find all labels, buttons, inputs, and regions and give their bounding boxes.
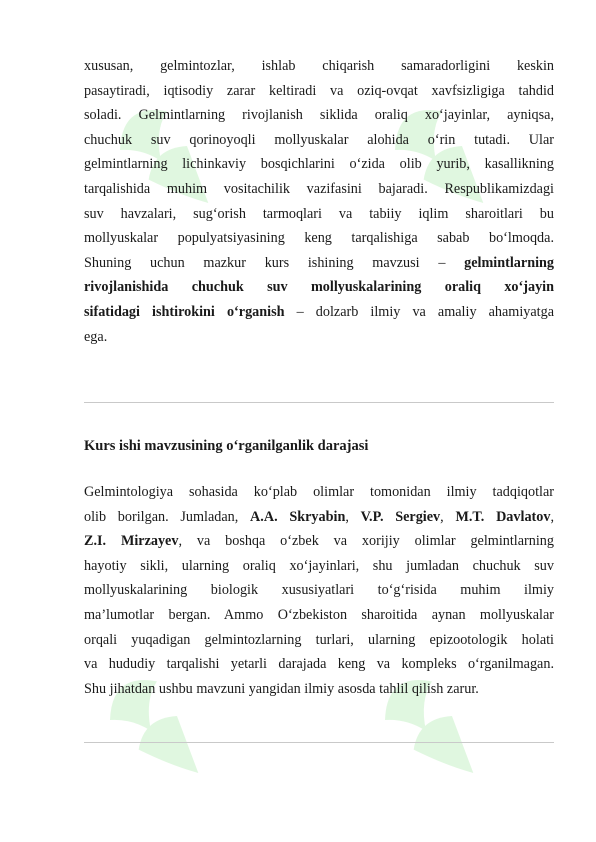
bold-topic: rivojlanishida chuchuk suv mollyuskalarining oraliq xo‘jayin — [84, 279, 554, 296]
text-line: xususan, gelmintozlar, ishlab chiqarish samaradorligini keskin — [84, 58, 554, 74]
text-line: soladi. Gelmintlarning rivojlanish siklida oraliq xo‘jayinlar, ayniqsa, — [84, 107, 554, 124]
text-line: mollyuskalarining biologik xususiyatlari to‘g‘risida muhim ilmiy — [84, 582, 554, 599]
text-segment: , va boshqa o‘zbek va xorijiy olimlar gelmintlarning — [178, 533, 554, 550]
text-line: va hududiy tarqalishi yetarli darajada keng va kompleks o‘rganilmagan. — [84, 656, 554, 673]
text-line: Shu jihatdan ushbu mavzuni yangidan ilmiy asosda tahlil qilish zarur. — [84, 680, 479, 697]
bold-topic: gelmintlarning — [464, 254, 555, 271]
text-line: gelmintlarning lichinkaviy bosqichlarini o‘zida olib yurib, kasallikning — [84, 156, 554, 173]
text-line: ma’lumotlar bergan. Ammo O‘zbekiston sharoitida aynan mollyuskalar — [84, 606, 554, 623]
text-line: chuchuk suv qorinoyoqli mollyuskalar alohida o‘rin tutadi. Ular — [84, 131, 554, 148]
text-segment: – dolzarb ilmiy va amaliy ahamiyatga — [296, 303, 555, 320]
author-name: A.A. Skryabin — [250, 508, 346, 525]
author-name: Z.I. Mirzayev — [84, 533, 179, 550]
text-line: suv havzalari, sug‘orish tarmoqlari va tabiiy iqlim sharoitlari bu — [84, 205, 554, 222]
text-line: hayotiy sikli, ularning oraliq xo‘jayinlari, shu jumladan chuchuk suv — [84, 557, 554, 574]
text-line — [84, 529, 554, 554]
author-name: M.T. Davlatov — [455, 508, 551, 525]
punctuation: , — [440, 508, 444, 525]
text-line: mollyuskalar populyatsiyasining keng tarqalishiga sabab bo‘lmoqda. — [84, 230, 554, 247]
text-segment: olib borilgan. Jumladan, — [84, 508, 239, 525]
punctuation: , — [550, 508, 554, 525]
text-line: Gelmintologiya sohasida ko‘plab olimlar tomonidan ilmiy tadqiqotlar — [84, 484, 554, 500]
text-line — [84, 505, 554, 530]
bold-topic: sifatidagi ishtirokini o‘rganish — [84, 303, 285, 320]
text-line: orqali yuqadigan gelmintozlarning turlari, ularning epizootologik holati — [84, 631, 554, 648]
text-line — [84, 251, 554, 276]
paragraph-intro — [84, 54, 554, 349]
author-name: V.P. Sergiev — [360, 508, 441, 525]
divider — [84, 742, 554, 743]
text-segment: Shuning uchun mazkur kurs ishining mavzusi – — [84, 254, 446, 271]
text-line: pasaytiradi, iqtisodiy zarar keltiradi va oziq-ovqat xavfsizligiga tahdid — [84, 82, 554, 99]
text-line — [84, 300, 554, 325]
paragraph-literature — [84, 480, 554, 701]
text-line — [84, 275, 554, 300]
text-line: ega. — [84, 328, 108, 345]
divider — [84, 402, 554, 403]
section-heading: Kurs ishi mavzusining o‘rganilganlik darajasi — [84, 438, 369, 454]
punctuation: , — [345, 508, 349, 525]
text-line: tarqalishida muhim vositachilik vazifasini bajaradi. Respublikamizdagi — [84, 180, 554, 197]
